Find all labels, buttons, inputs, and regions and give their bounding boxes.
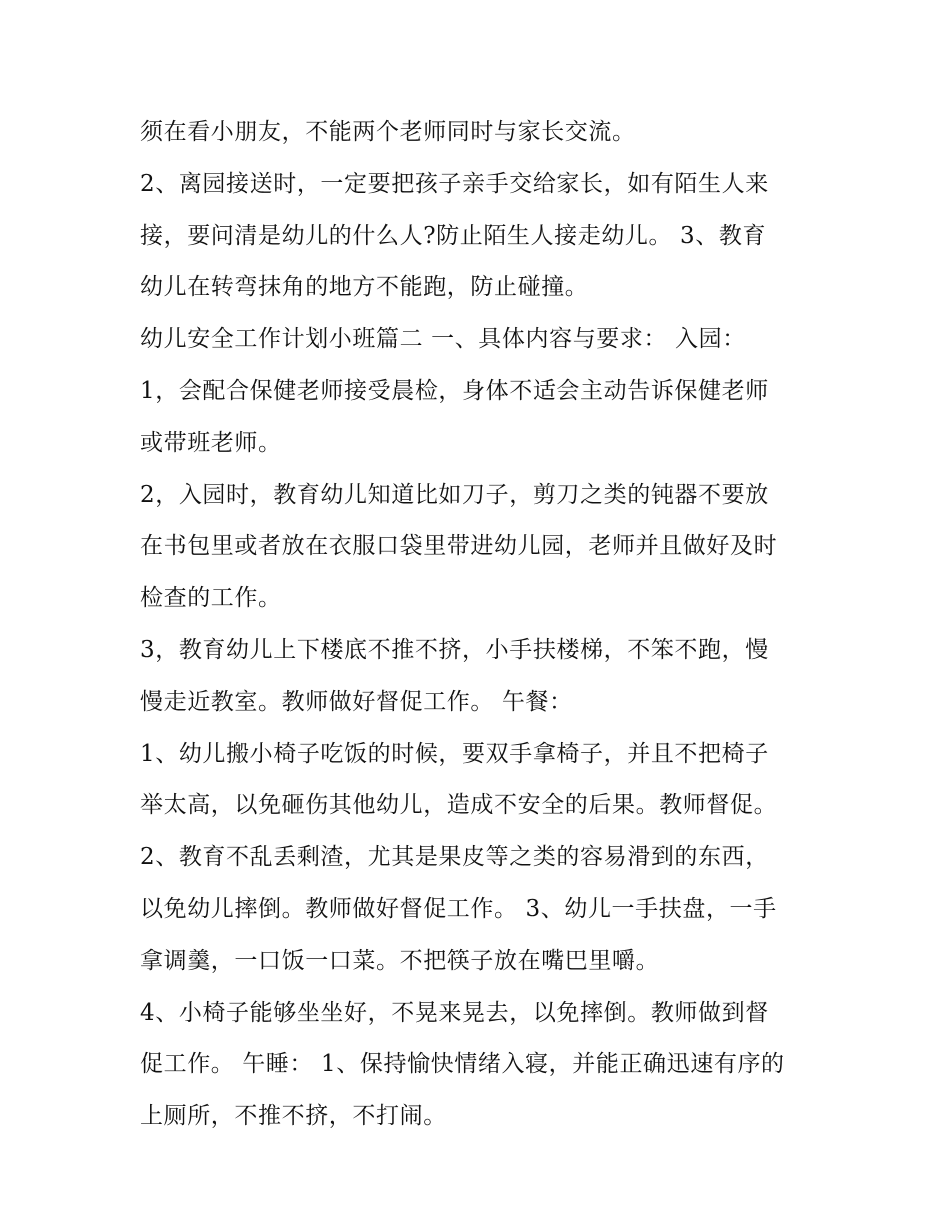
text-line: 接，要问清是幼儿的什么人?防止陌生人接走幼儿。 3、教育: [140, 222, 767, 249]
text-line: 幼儿安全工作计划小班篇二 一、具体内容与要求： 入园：: [140, 326, 746, 353]
text-line: 或带班老师。: [140, 429, 282, 456]
text-line: 须在看小朋友，不能两个老师同时与家长交流。: [140, 119, 636, 145]
text-line: 举太高，以免砸伤其他幼儿，造成不安全的后果。教师督促。: [140, 792, 778, 819]
text-line: 在书包里或者放在衣服口袋里带进幼儿园，老师并且做好及时: [140, 533, 778, 560]
text-line: 2，入园时，教育幼儿知道比如刀子，剪刀之类的钝器不要放: [140, 481, 769, 508]
text-line: 3，教育幼儿上下楼底不推不挤，小手扶楼梯，不笨不跑，慢: [140, 636, 769, 663]
text-line: 慢走近教室。教师做好督促工作。 午餐：: [140, 688, 573, 715]
text-line: 以免幼儿摔倒。教师做好督促工作。 3、幼儿一手扶盘，一手: [140, 895, 777, 922]
text-line: 2、教育不乱丢剩渣，尤其是果皮等之类的容易滑到的东西，: [140, 844, 769, 871]
text-line: 促工作。 午睡： 1、保持愉快情绪入寝，并能正确迅速有序的: [140, 1051, 785, 1078]
text-line: 幼儿在转弯抹角的地方不能跑，防止碰撞。: [140, 274, 589, 301]
text-line: 1、幼儿搬小椅子吃饭的时候，要双手拿椅子，并且不把椅子: [140, 740, 769, 767]
text-line: 检查的工作。: [140, 585, 282, 612]
text-line: 拿调羹，一口饭一口菜。不把筷子放在嘴巴里嚼。: [140, 947, 660, 974]
text-line: 1，会配合保健老师接受晨检，身体不适会主动告诉保健老师: [140, 377, 769, 404]
text-line: 4、小椅子能够坐坐好，不晃来晃去，以免摔倒。教师做到督: [140, 999, 769, 1026]
document-body: [140, 107, 820, 1143]
text-line: 2、离园接送时，一定要把孩子亲手交给家长，如有陌生人来: [140, 170, 769, 197]
text-line: 上厕所，不推不挤，不打闹。: [140, 1103, 447, 1130]
